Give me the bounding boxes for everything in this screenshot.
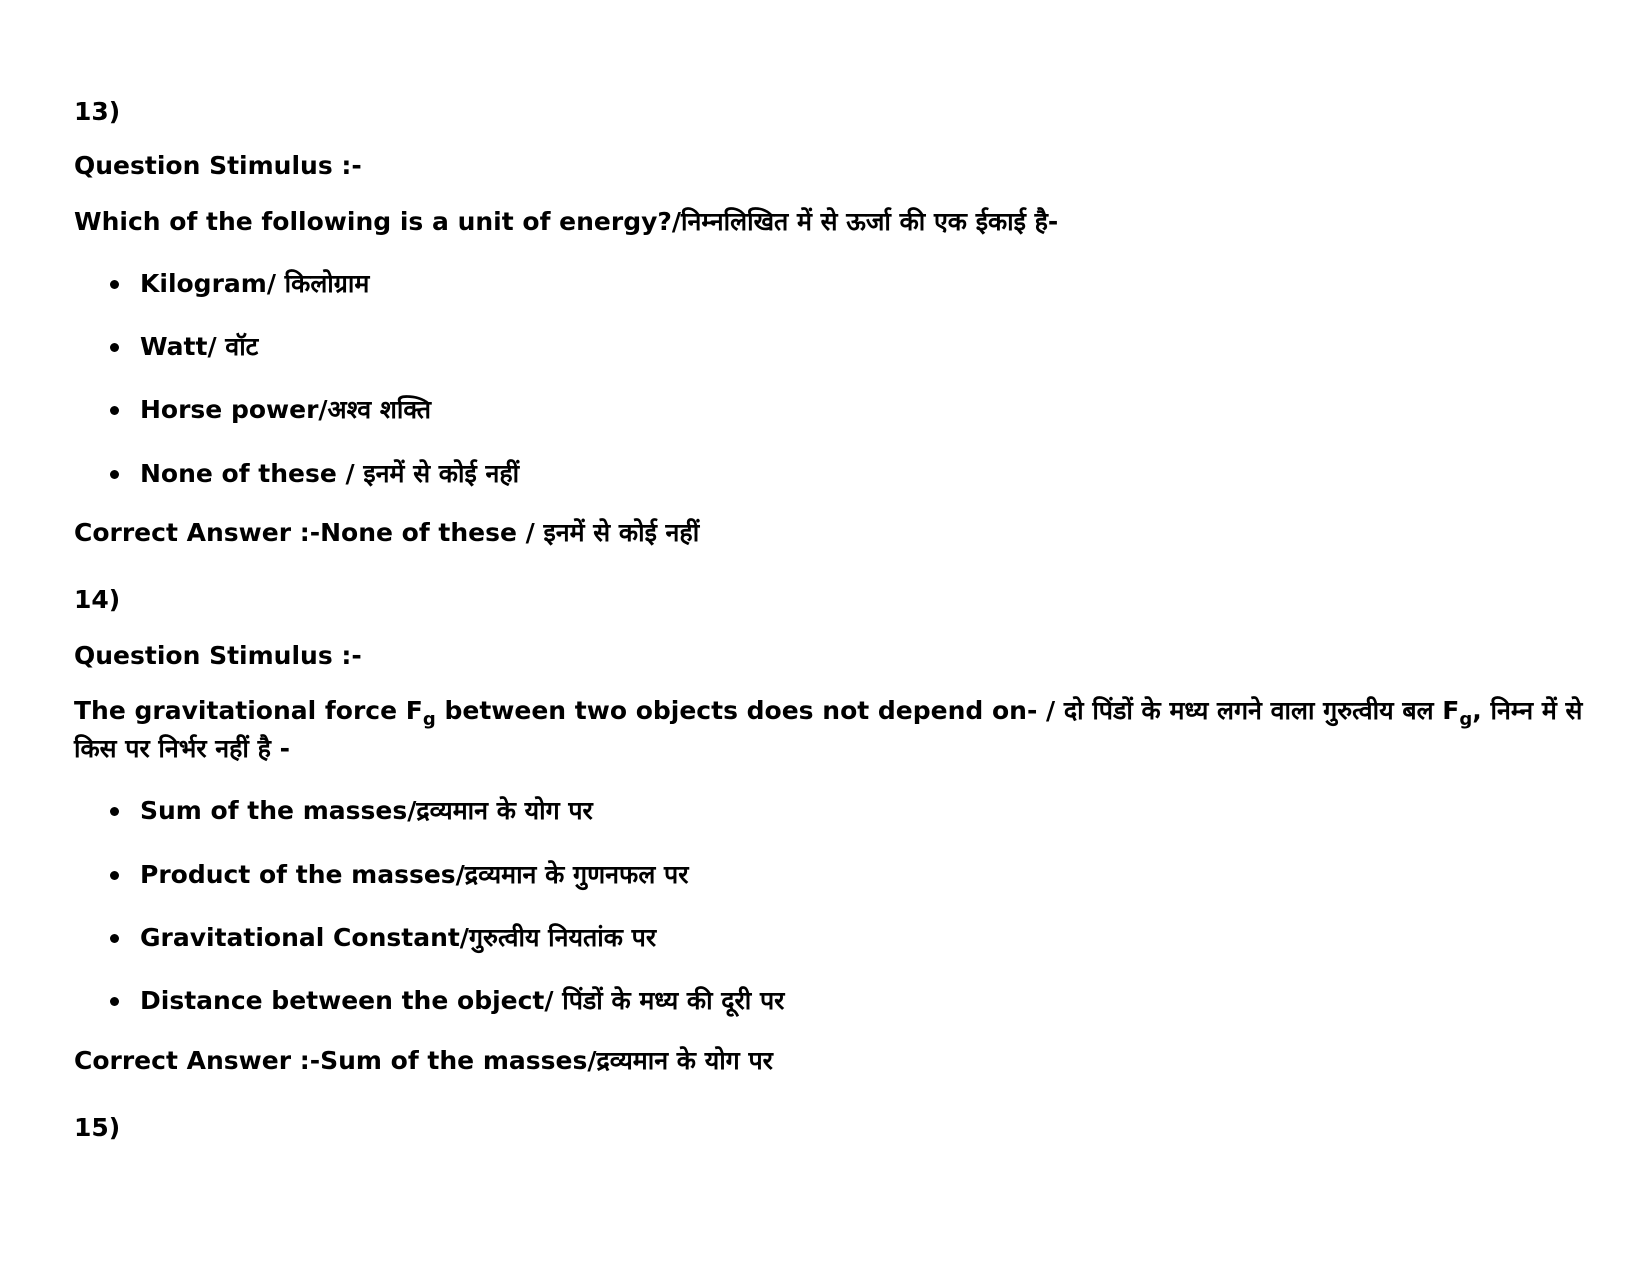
option-14-2 [110, 859, 688, 891]
correct-answer-value: None of these / इनमें से कोई नहीं [320, 518, 700, 547]
option-13-2 [110, 331, 258, 363]
option-label: Watt/ वॉट [140, 332, 259, 361]
question-text-part: The gravitational force F [74, 696, 423, 725]
option-label: None of these / इनमें से कोई नहीं [140, 459, 520, 488]
question-stimulus-label-14: Question Stimulus :- [74, 641, 362, 670]
option-label: Kilogram/ किलोग्राम [140, 269, 370, 298]
option-label: Distance between the object/ पिंडों के मध्य की दूरी पर [140, 986, 785, 1015]
question-text-13: Which of the following is a unit of energy?/निम्नलिखित में से ऊर्जा की एक ईकाई है- [74, 207, 1059, 236]
correct-answer-label: Correct Answer :- [74, 518, 321, 547]
option-13-4 [110, 458, 519, 490]
question-number-13: 13) [74, 97, 121, 126]
option-label: Gravitational Constant/गुरुत्वीय नियतांक पर [140, 923, 657, 952]
option-13-1 [110, 268, 369, 300]
option-14-3 [110, 922, 656, 954]
option-label: Sum of the masses/द्रव्यमान के योग पर [140, 796, 593, 825]
subscript: g [422, 709, 436, 730]
question-text-part: between two objects does not depend on- / दो पिंडों के मध्य लगने वाला गुरुत्वीय बल F [435, 696, 1460, 725]
option-label: Horse power/अश्व शक्ति [140, 395, 432, 424]
subscript: g [1459, 709, 1473, 730]
option-14-1 [110, 795, 593, 827]
option-14-4 [110, 985, 784, 1017]
correct-answer-14 [74, 1045, 773, 1077]
option-13-3 [110, 394, 431, 426]
correct-answer-value: Sum of the masses/द्रव्यमान के योग पर [320, 1046, 773, 1075]
option-label: Product of the masses/द्रव्यमान के गुणनफल पर [140, 860, 689, 889]
correct-answer-13 [74, 517, 699, 549]
question-text-14 [74, 692, 1594, 768]
question-number-15: 15) [74, 1113, 121, 1142]
question-stimulus-label-13: Question Stimulus :- [74, 151, 362, 180]
correct-answer-label: Correct Answer :- [74, 1046, 321, 1075]
question-number-14: 14) [74, 585, 121, 614]
question-text-part: , निम्न में से किस पर निर्भर नहीं है - [74, 696, 1583, 763]
